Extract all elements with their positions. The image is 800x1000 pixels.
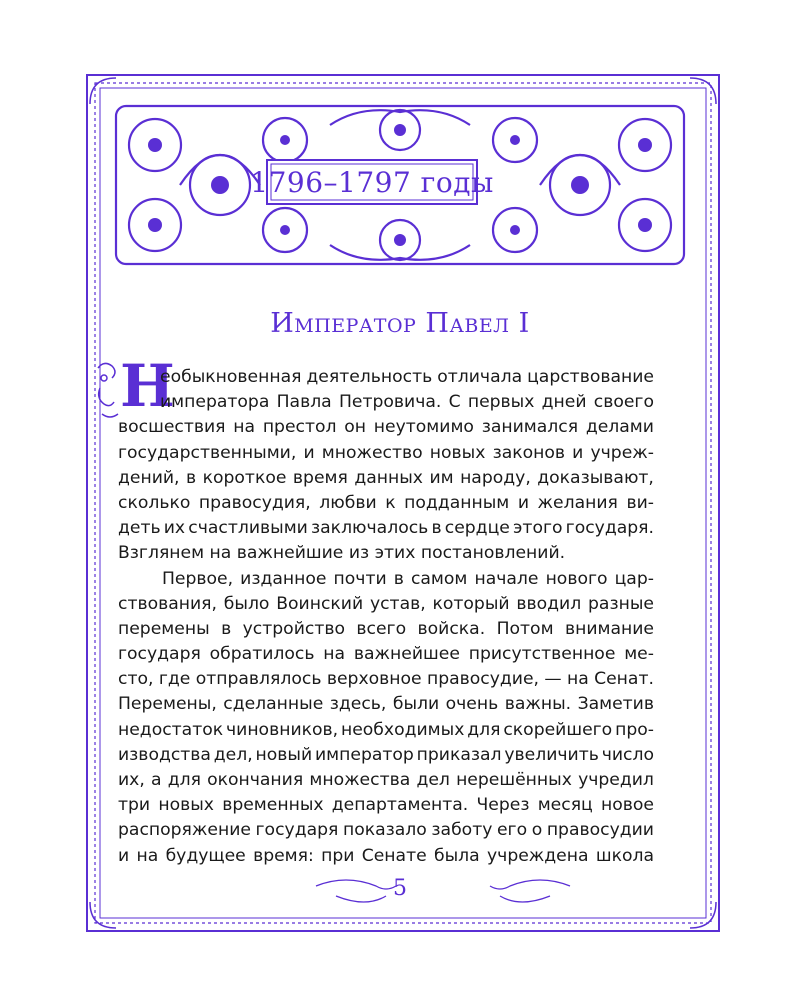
text-line: [118, 466, 654, 491]
word: месяц: [537, 795, 593, 816]
word: он: [344, 417, 367, 438]
word: цар-: [614, 568, 654, 589]
word: сто,: [118, 669, 154, 690]
word: вводил: [516, 593, 582, 614]
word: деятельность: [306, 367, 433, 387]
word: были: [392, 694, 440, 715]
word: доказывают,: [537, 467, 654, 488]
word: начале: [474, 568, 539, 589]
word: время: [292, 467, 348, 488]
word: департамента.: [331, 795, 469, 816]
word: неутомимо: [373, 417, 474, 438]
word: отправлялось: [195, 669, 322, 690]
word: Потом: [496, 618, 554, 639]
word: на: [233, 417, 256, 438]
word: их: [163, 518, 186, 539]
word: будущее: [165, 845, 246, 866]
word: заботу: [431, 820, 493, 841]
word: дел,: [213, 744, 253, 765]
date-label-box: [250, 159, 494, 205]
word: дений,: [118, 467, 180, 488]
word: обратилось: [209, 644, 315, 665]
word: увеличить: [504, 744, 599, 765]
word: на: [323, 644, 346, 665]
word: желания: [537, 492, 618, 513]
word: отличала: [437, 367, 523, 387]
word: устав,: [369, 593, 426, 614]
word: три: [118, 795, 151, 816]
text-line: [118, 642, 654, 667]
word: Павла: [276, 392, 332, 413]
word: этого: [513, 518, 563, 539]
word: государя: [255, 820, 339, 841]
word: временных: [222, 795, 324, 816]
word: государственными,: [118, 442, 297, 463]
word: при: [321, 845, 355, 866]
date-label: 1796–1797 годы: [250, 165, 494, 199]
word: к: [385, 492, 396, 513]
word: время:: [253, 845, 314, 866]
text-line: [118, 567, 654, 592]
word: Сенат.: [594, 669, 654, 690]
drop-cap-letter: Н: [120, 352, 175, 420]
word: и: [118, 845, 130, 866]
word: их,: [118, 770, 145, 790]
paragraph: [118, 365, 654, 567]
chapter-title: Император Павел I: [270, 308, 530, 339]
word: почти: [333, 568, 387, 589]
text-line: [118, 667, 654, 692]
word: в: [431, 518, 442, 539]
word: заключалось: [311, 518, 429, 539]
word: престол: [262, 417, 337, 438]
word: скорейшего: [503, 719, 613, 740]
word: царствование: [527, 367, 654, 387]
word: правосудия,: [198, 492, 311, 513]
word: правосудие,: [426, 669, 540, 690]
word: самом: [410, 568, 468, 589]
word: на: [136, 845, 159, 866]
word: делами: [585, 417, 654, 438]
word: законов: [492, 442, 566, 463]
text-line: [118, 491, 654, 516]
word: важны.: [504, 694, 572, 715]
word: изданное: [240, 568, 327, 589]
word: множества: [309, 770, 411, 790]
word: окончания: [207, 770, 304, 790]
word: важнейшее: [353, 644, 460, 665]
word: и: [517, 492, 529, 513]
word: народу,: [460, 467, 531, 488]
text-line: Взглянем на важнейшие из этих постановлений.: [118, 543, 566, 564]
word: новых: [429, 442, 486, 463]
word: приказал: [416, 744, 502, 765]
word: император: [315, 744, 414, 765]
word: войска.: [417, 618, 486, 639]
text-line: [118, 718, 654, 743]
word: недостаток: [118, 719, 224, 740]
word: была: [433, 845, 480, 866]
word: в: [221, 618, 232, 639]
word: Заметив: [577, 694, 654, 715]
word: изводства: [118, 744, 211, 765]
text-line: [118, 415, 654, 440]
word: для: [167, 770, 201, 790]
word: который: [432, 593, 510, 614]
word: ви-: [626, 492, 654, 513]
word: первых: [467, 392, 535, 413]
word: нерешённых: [456, 770, 572, 790]
word: нового: [545, 568, 608, 589]
word: правосудии: [546, 820, 654, 841]
word: еобыкновенная: [160, 367, 302, 387]
word: и: [303, 442, 315, 463]
word: внимание: [564, 618, 654, 639]
word: С: [448, 392, 461, 413]
page-number: 5: [393, 876, 407, 901]
text-line: [118, 844, 654, 869]
word: перемены: [118, 618, 210, 639]
word: учредил: [578, 770, 654, 790]
word: ме-: [624, 644, 654, 665]
word: школа: [595, 845, 654, 866]
word: подданным: [404, 492, 510, 513]
paragraph: [118, 567, 654, 869]
text-line: [118, 592, 654, 617]
word: государя: [118, 644, 201, 665]
word: новое: [600, 795, 654, 816]
word: верховное: [326, 669, 422, 690]
word: дней: [541, 392, 587, 413]
word: в: [393, 568, 404, 589]
text-line: [118, 692, 654, 717]
word: на: [566, 669, 589, 690]
word: устройство: [242, 618, 345, 639]
word: разные: [588, 593, 654, 614]
text-line: [118, 768, 654, 793]
word: множество: [321, 442, 423, 463]
word: всего: [356, 618, 407, 639]
text-line: [118, 793, 654, 818]
word: ствования,: [118, 593, 217, 614]
word: новый: [255, 744, 313, 765]
word: про-: [615, 719, 654, 740]
word: восшествия: [118, 417, 226, 438]
word: Перемены,: [118, 694, 217, 715]
word: в: [185, 467, 197, 488]
word: Воинский: [276, 593, 364, 614]
text-line: [118, 441, 654, 466]
word: государя.: [565, 518, 654, 539]
word: показало: [342, 820, 427, 841]
word: —: [544, 669, 562, 690]
word: императора: [160, 392, 270, 413]
word: Сенате: [361, 845, 427, 866]
word: сколько: [118, 492, 191, 513]
word: деть: [118, 518, 161, 539]
word: распоряжение: [118, 820, 251, 841]
word: Первое,: [162, 568, 234, 589]
word: и: [572, 442, 584, 463]
word: а: [150, 770, 162, 790]
text-line: [118, 516, 654, 541]
word: очень: [445, 694, 499, 715]
text-line: [118, 365, 654, 390]
word: чиновников,: [226, 719, 339, 740]
word: учреж-: [590, 442, 654, 463]
body-text: [118, 365, 654, 869]
word: число: [601, 744, 654, 765]
word: присутственное: [468, 644, 616, 665]
word: сделанные: [223, 694, 324, 715]
word: учреждена: [487, 845, 589, 866]
word: новых: [158, 795, 214, 816]
word: его: [496, 820, 528, 841]
word: для: [467, 719, 501, 740]
word: Через: [476, 795, 530, 816]
text-line: [118, 617, 654, 642]
text-line: [118, 818, 654, 843]
word: своего: [593, 392, 654, 413]
word: данных: [354, 467, 423, 488]
word: счастливыми: [188, 518, 308, 539]
word: занимался: [481, 417, 579, 438]
word: любви: [319, 492, 377, 513]
word: здесь,: [329, 694, 387, 715]
word: короткое: [202, 467, 287, 488]
word: дел: [416, 770, 450, 790]
text-line: [118, 743, 654, 768]
word: необходимых: [340, 719, 465, 740]
word: сердце: [444, 518, 510, 539]
word: было: [223, 593, 270, 614]
word: Петровича.: [338, 392, 442, 413]
word: им: [429, 467, 454, 488]
text-line: [118, 390, 654, 415]
word: о: [531, 820, 543, 841]
word: где: [158, 669, 191, 690]
